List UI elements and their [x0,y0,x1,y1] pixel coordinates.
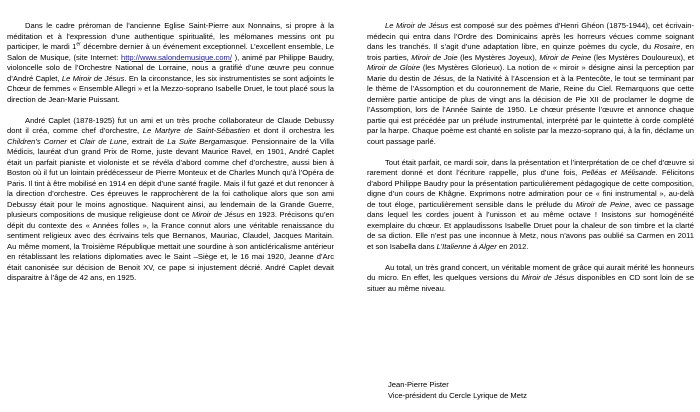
work-title: Clair de Lune [79,136,127,146]
signature-block [388,380,527,401]
work-title: Miroir de Peine [576,199,630,209]
author-name: Jean-Pierre Pister [388,380,449,389]
work-title: Pelléas et Mélisande [581,168,656,177]
work-title: Miroir de Joie [411,52,458,62]
paragraph-conclusion: Au total, un très grand concert, un véritable moment de grâce qui aurait mérité les honneurs du micro. En effet, les quelques versions du Miroir de Jésus disponibles en CD sont loin de se situer au même niveau. [367,262,694,293]
article-right-column [367,0,694,305]
work-title: Rosaire [654,42,681,51]
paragraph-performance-review: Tout était parfait, ce mardi soir, dans la présentation et l’interprétation de ce chef d’œuvre si rarement donné et dont l’écriture rappelle, plus d’une fois, Pelléas et Mélisande. Félicitons d’abord Philippe Baudry pour la présentation particulièrement pédagogique de cette composition, digne d’un cours de Khâgne. Exprimons notre admiration pour ce « fini instrumental », au-delà de tout éloge, particulièrement sensible dans le prélude du Miroir de Peine, avec ce passage dans lequel les cordes jouent à l’unisson et au même octave ! Insistons sur homogénéité exemplaire du chœur. Et applaudissons Isabelle Druet pour la chaleur de son timbre et la clarté de sa diction. Elle n’est pas une inconnue à Metz, nous n’avons pas oublié sa Carmen en 2011 et son Isabella dans L’Italienne à Alger en 2012. [367,157,694,251]
work-title: Miroir de Jésus [521,273,575,282]
work-title: Le Martyre de Saint-Sébastien [142,126,250,135]
work-title: Miroir de Jésus [192,210,245,219]
work-title: Miroir de Peine [539,52,592,62]
work-title: Children’s Corner [7,136,67,146]
work-title: Le Miroir de Jésus [385,21,449,30]
paragraph-work-description: Le Miroir de Jésus est composé sur des poèmes d’Henri Ghéon (1875-1944), cet écrivain-médecin qui entra dans l’Ordre des Dominicains après les horreurs vécues comme soignant dans les tranchés. Il s’agit d’une adaptation libre, en quinze poèmes du cycle, du Rosaire, en trois parties, Miroir de Joie (les Mystères Joyeux), Miroir de Peine (les Mystères Douloureux), et Miroir de Gloire (les Mystères Glorieux). La notion de « miroir » désigne ainsi la perception par Marie du destin de Jésus, de la Nativité à l’Ascension et à la Pentecôte, le tout se terminant par le thème de l’Assomption et du couronnement de Marie, Reine du Ciel. Remarquons que cette dernière partie anticipe de plus de vingt ans la décision de Pie XII de proclamer le dogme de l’Assomption, lors de l’Année Sainte de 1950. Le chœur présente l’œuvre et annonce chaque partie qui est précédée par un prélude instrumental, interprété par le quintette à corde complété par la harpe. Chaque poème est chanté en soliste par la mezzo-soprano qui, à la fin, déclame un court passage parlé. [367,21,695,146]
salon-de-musique-link[interactable]: http://www.salondemusique.com/ [120,52,232,62]
work-title: L’Italienne à Alger [436,241,497,251]
work-title: Miroir de Gloire [367,63,421,72]
paragraph-intro: Dans le cadre préroman de l’ancienne Eglise Saint-Pierre aux Nonnains, si propre à la méditation et à l’expression d’une authentique spiritualité, les mélomanes messins ont pu participer, le mardi 1er décembre dernier à un événement exceptionnel. L’excellent ensemble, Le Salon de Musique, (site Internet: http://www.salondemusique.com/ ), animé par Philippe Baudry, violoncelle solo de l’Orchestre National de Lorraine, nous a gratifié d’une œuvre peu connue d’André Caplet, Le Miroir de Jésus. En la circonstance, les six instrumentistes se sont adjoints le Chœur de femmes « Ensemble Allegri » et la Mezzo-soprano Isabelle Druet, le tout placé sous la direction de Jean-Marie Puissant. [7,21,334,104]
author-title: Vice-président du Cercle Lyrique de Metz [388,390,527,400]
article-left-column [7,0,334,294]
work-title: La Suite Bergamasque [167,136,247,146]
paragraph-caplet-biography: André Caplet (1878-1925) fut un ami et un très proche collaborateur de Claude Debussy dont il créa, comme chef d’orchestre, Le Martyre de Saint-Sébastien et dont il orchestra les Children’s Corner et Clair de Lune, extrait de La Suite Bergamasque. Pensionnaire de la Villa Médicis, lauréat d’un grand Prix de Rome, juste devant Maurice Ravel, en 1901, André Caplet était un parfait pianiste et violoniste et se révéla d’abord comme chef d’orchestre, aussi bien à Boston où il fut un lointain prédécesseur de Pierre Monteux et de Charles Munch qu’à l’Opéra de Paris. Il tint à être mobilisé en 1914 en dépit d’une santé fragile. Mais il fut gazé et dut renoncer à la direction d’orchestre. Ces épreuves le rapprochèrent de la foi catholique alors que son ami Debussy était pour le moins agnostique. Naquirent ainsi, au lendemain de la Grande Guerre, plusieurs compositions de musique religieuse dont ce Miroir de Jésus en 1923. Précisons qu’en dépit du contexte des « Années folles », la France connut alors une véritable renaissance du sentiment religieux avec des écrivains tels que Bernanos, Mauriac, Claudel, Jacques Maritain. Au même moment, la Troisième République mettait une sourdine à son anticléricalisme antérieur en rétablissant les relations diplomaties avec le Saint –Siège et, le 16 mai 1920, Jeanne d’Arc était canonisée sur décision de Benoit XV, ce pape si injustement décrié. André Caplet devait disparaitre à l’âge de 42 ans, en 1925. [7,115,335,282]
work-title: Le Miroir de Jésus [61,73,125,83]
